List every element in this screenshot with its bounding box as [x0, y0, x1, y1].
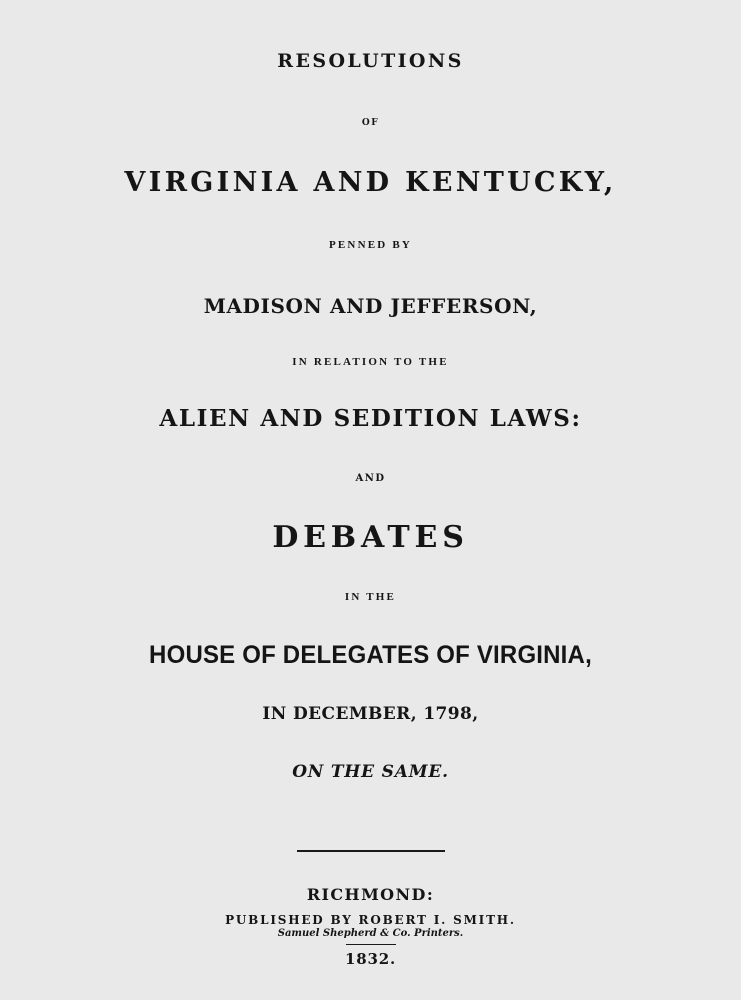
divider-rule	[297, 850, 445, 852]
title-debates: DEBATES	[272, 520, 469, 555]
imprint-printers: Samuel Shepherd & Co. Printers.	[277, 928, 464, 939]
title-of: OF	[361, 118, 380, 128]
imprint-place: RICHMOND:	[306, 885, 435, 904]
title-penned-by: PENNED BY	[328, 239, 413, 251]
title-alien-sedition: ALIEN AND SEDITION LAWS:	[159, 405, 582, 432]
title-house-of-delegates: HOUSE OF DELEGATES OF VIRGINIA,	[149, 641, 592, 669]
title-resolutions: RESOLUTIONS	[277, 50, 464, 72]
title-virginia-kentucky: VIRGINIA AND KENTUCKY,	[124, 167, 617, 198]
title-in-the: IN THE	[344, 591, 397, 603]
title-in-relation: IN RELATION TO THE	[292, 356, 449, 368]
title-on-the-same: ON THE SAME.	[292, 762, 449, 782]
title-authors: MADISON AND JEFFERSON,	[203, 294, 538, 318]
title-and: AND	[355, 473, 386, 484]
imprint-publisher: PUBLISHED BY ROBERT I. SMITH.	[225, 913, 516, 927]
imprint-year: 1832.	[345, 950, 396, 968]
imprint-divider-rule	[346, 944, 396, 945]
title-date: IN DECEMBER, 1798,	[262, 704, 479, 724]
